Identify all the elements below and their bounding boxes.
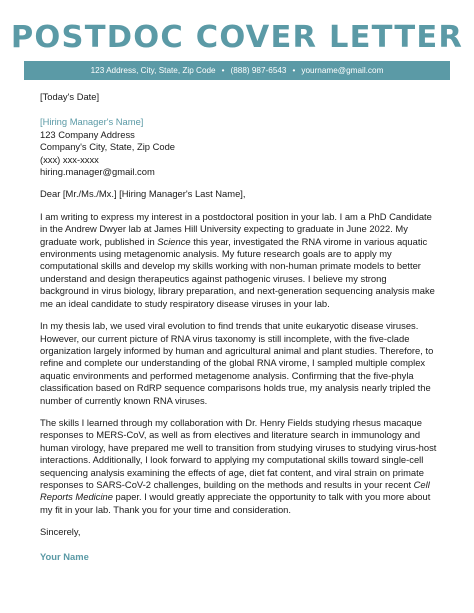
recipient-city: Company's City, State, Zip Code xyxy=(40,141,176,153)
contact-bar xyxy=(24,61,450,80)
paragraph-1-text: this year, investigated the RNA virome in various aquatic environments using metagenomic analysis. My future research goals are to apply my computational skills and develop my skills working with non-human primate models to better understand and design therapeutics against pathogenic viruses. I believe my strong background in virus biology, library preparation, and next-generation sequencing analysis make me an ideal candidate to study respiratory disease viruses in your lab. xyxy=(40,235,435,309)
separator-dot: • xyxy=(221,66,225,75)
letter-date: [Today's Date] xyxy=(40,91,100,102)
recipient-street: 123 Company Address xyxy=(40,128,135,140)
paragraph-1-text: I am writing to express my interest in a postdoctoral position in your lab. I am a PhD Candidate in the Andrew Dwyer lab at James Hill University expecting to graduate in June 2022. My graduate work, published in xyxy=(40,210,432,247)
paragraph-3-text: paper. I would greatly appreciate the opportunity to talk with you more about my fit in your lab. Thank you for your time and consideration. xyxy=(40,491,431,515)
journal-name: Science xyxy=(157,235,191,247)
separator-dot: • xyxy=(292,66,296,75)
salutation: Dear [Mr./Ms./Mx.] [Hiring Manager's Last Name], xyxy=(40,188,246,200)
recipient-name: [Hiring Manager's Name] xyxy=(40,116,144,128)
contact-address: 123 Address, City, State, Zip Code xyxy=(90,66,216,75)
paragraph-3 xyxy=(40,417,438,516)
signature: Your Name xyxy=(40,550,89,562)
letter-body xyxy=(40,91,438,563)
paragraph-1 xyxy=(40,211,438,310)
page-title: POSTDOC COVER LETTER xyxy=(10,20,464,55)
contact-email: yourname@gmail.com xyxy=(301,66,384,75)
paragraph-3-text: The skills I learned through my collaboration with Dr. Henry Fields studying rhesus macaque responses to MERS-CoV, as well as from electives and literature search in immunology and human virology, have prepared me well to transition from studying viruses to studying virus-host interactions. Additionally, I look forward to applying my computational skills toward single-cell sequencing analysis examining the effects of age, diet fat content, and viral strain on primate responses to SARS-CoV-2 challenges, building on the methods and results in your recent xyxy=(40,416,437,490)
journal-name: Cell Reports Medicine xyxy=(40,478,430,503)
recipient-address xyxy=(40,116,438,178)
paragraph-2: In my thesis lab, we used viral evolution to find trends that unite eukaryotic disease viruses. However, our current picture of RNA virus taxonomy is still incomplete, with the five-clade organization largely informed by human and agricultural animal and plant studies. Therefore, to refine and complete our understanding of the global RNA virome, I sampled multiple complex aquatic environments and performed metagenome analysis. Confirming that the five-phyla classification based on RdRP sequence comparisons holds true, my analysis nearly tripled the number of currently known RNA viruses. xyxy=(40,320,434,406)
closing: Sincerely, xyxy=(40,526,81,538)
recipient-email: hiring.manager@gmail.com xyxy=(40,166,155,178)
contact-phone: (888) 987-6543 xyxy=(230,66,287,75)
recipient-phone: (xxx) xxx-xxxx xyxy=(40,153,99,165)
